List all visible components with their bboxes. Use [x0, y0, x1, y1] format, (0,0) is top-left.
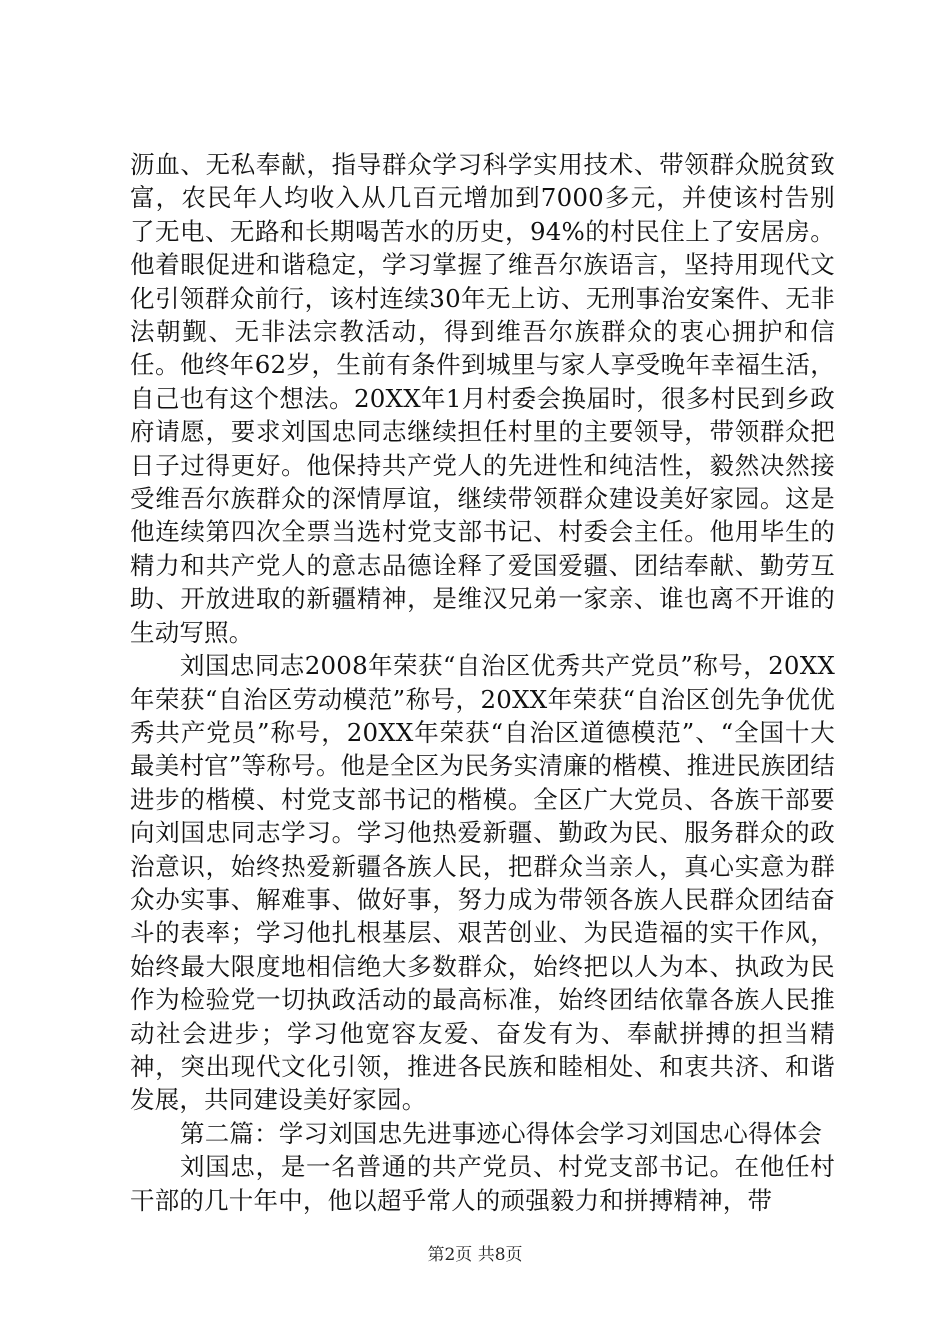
page-number-footer: 第2页 共8页: [427, 1245, 523, 1265]
paragraph-1: 沥血、无私奉献，指导群众学习科学实用技术、带领群众脱贫致富，农民年人均收入从几百元增加到7000多元，并使该村告别了无电、无路和长期喝苦水的历史，94%的村民住上了安居房。他着眼促进和谐稳定，学习掌握了维吾尔族语言，坚持用现代文化引领群众前行，该村连续30年无上访、无刑事治安案件、无非法朝觐、无非法宗教活动，得到维吾尔族群众的衷心拥护和信任。他终年62岁，生前有条件到城里与家人享受晚年幸福生活，自己也有这个想法。20XX年1月村委会换届时，很多村民到乡政府请愿，要求刘国忠同志继续担任村里的主要领导，带领群众把日子过得更好。他保持共产党人的先进性和纯洁性，毅然决然接受维吾尔族群众的深情厚谊，继续带领群众建设美好家园。这是他连续第四次全票当选村党支部书记、村委会主任。他用毕生的精力和共产党人的意志品德诠释了爱国爱疆、团结奉献、勤劳互助、开放进取的新疆精神，是维汉兄弟一家亲、谁也离不开谁的生动写照。: [130, 150, 835, 647]
paragraph-3: 刘国忠，是一名普通的共产党员、村党支部书记。在他任村干部的几十年中，他以超乎常人的顽强毅力和拼搏精神，带: [130, 1152, 835, 1215]
section-heading: 第二篇：学习刘国忠先进事迹心得体会学习刘国忠心得体会: [180, 1118, 823, 1148]
paragraph-2: 刘国忠同志2008年荣获“自治区优秀共产党员”称号，20XX年荣获“自治区劳动模范”称号，20XX年荣获“自治区创先争优优秀共产党员”称号，20XX年荣获“自治区道德模范”、“全国十大最美村官”等称号。他是全区为民务实清廉的楷模、推进民族团结进步的楷模、村党支部书记的楷模。全区广大党员、各族干部要向刘国忠同志学习。学习他热爱新疆、勤政为民、服务群众的政治意识，始终热爱新疆各族人民，把群众当亲人，真心实意为群众办实事、解难事、做好事，努力成为带领各族人民群众团结奋斗的表率；学习他扎根基层、艰苦创业、为民造福的实干作风，始终最大限度地相信绝大多数群众，始终把以人为本、执政为民作为检验党一切执政活动的最高标准，始终团结依靠各族人民推动社会进步；学习他宽容友爱、奋发有为、奉献拼搏的担当精神，突出现代文化引领，推进各民族和睦相处、和衷共济、和谐发展，共同建设美好家园。: [130, 651, 835, 1115]
document-body: [130, 148, 835, 1217]
